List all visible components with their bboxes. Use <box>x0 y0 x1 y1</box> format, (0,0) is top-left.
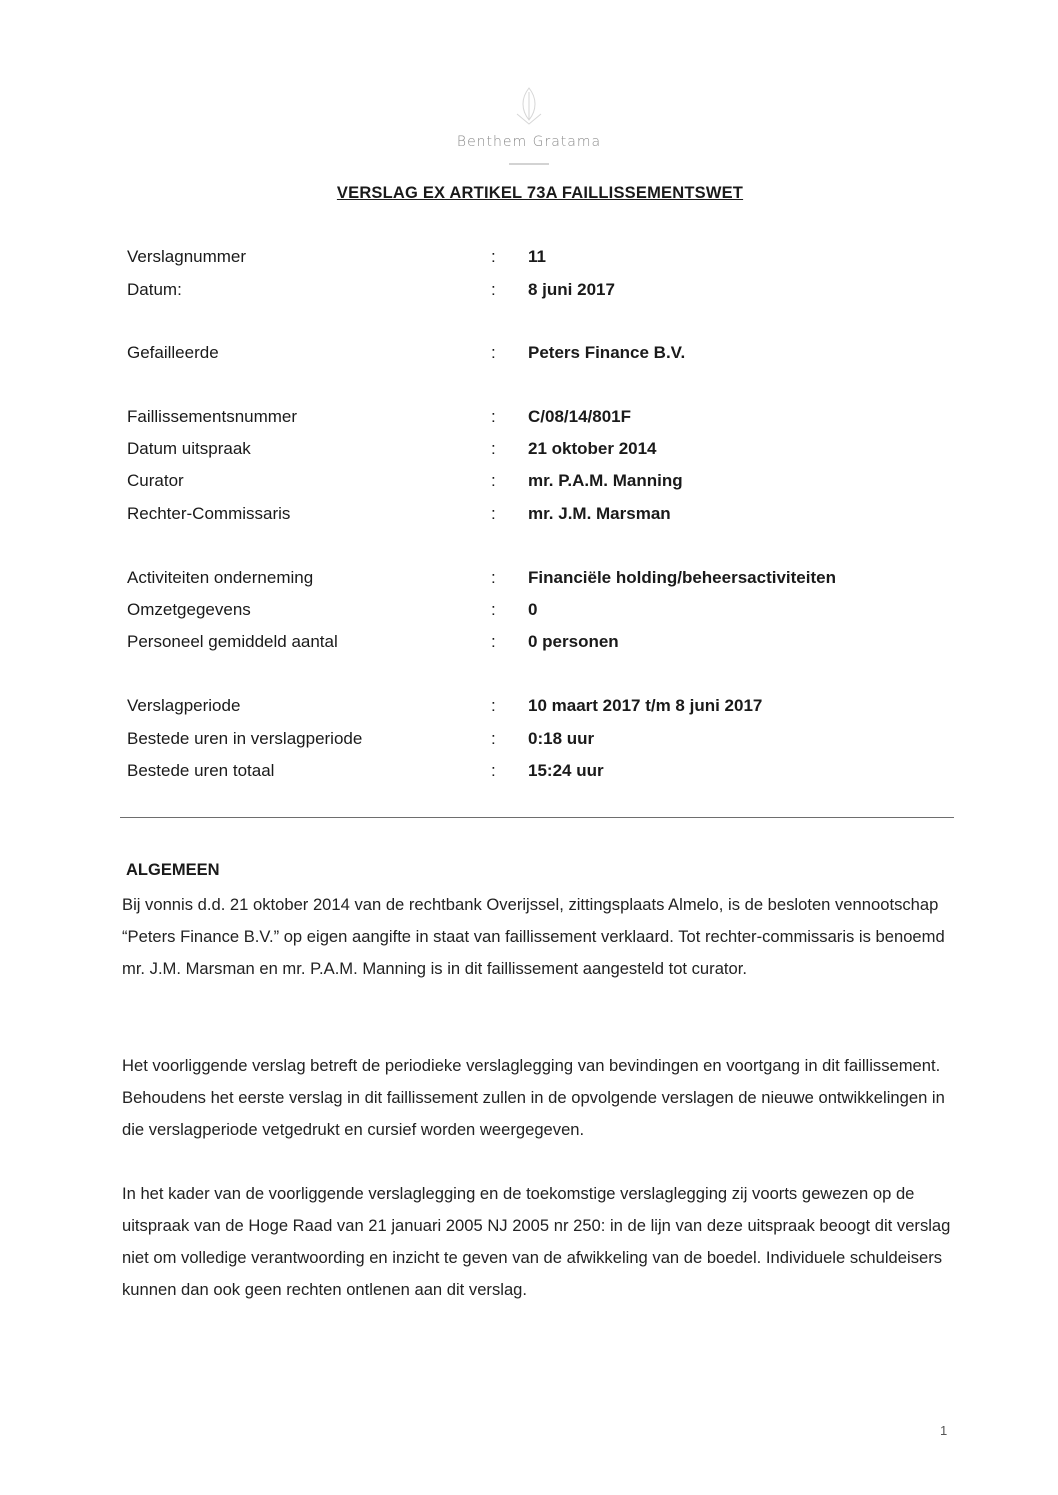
firm-name: Benthem Gratama <box>456 134 602 150</box>
letterhead-logo <box>0 84 1058 155</box>
paragraph-text: Bij vonnis d.d. 21 oktober 2014 van de rechtbank Overijssel, zittingsplaats Almelo, is de besloten vennootschap “Peters Finance B.V.” op eigen aangifte in staat van faillissement verklaard. Tot rechter-commissaris is benoemd mr. J.M. Marsman en mr. P.A.M. Manning is in dit faillissement aangesteld tot curator. <box>122 895 945 978</box>
field-label: Verslagperiode <box>127 696 241 715</box>
field-separator: : <box>491 729 496 748</box>
field-value: 15:24 uur <box>528 761 604 780</box>
field-uren-verslagperiode <box>0 729 1058 753</box>
field-value: 21 oktober 2014 <box>528 439 657 458</box>
field-activiteiten <box>0 568 1058 592</box>
paragraph-2 <box>122 1050 952 1146</box>
field-value: 8 juni 2017 <box>528 280 615 299</box>
paragraph-text: Het voorliggende verslag betreft de periodieke verslaglegging van bevindingen en voortgang in dit faillissement. Behoudens het eerste verslag in dit faillissement zullen in de opvolgende verslagen de nieuwe ontwikkelingen in die verslagperiode vetgedrukt en cursief worden weergegeven. <box>122 1056 945 1139</box>
field-value: 0 personen <box>528 632 619 651</box>
field-label: Verslagnummer <box>127 247 247 266</box>
field-separator: : <box>491 280 496 299</box>
section-heading: ALGEMEEN <box>126 861 220 879</box>
field-separator: : <box>491 504 496 523</box>
field-curator <box>0 471 1058 495</box>
field-separator: : <box>491 343 496 362</box>
field-value: 0:18 uur <box>528 729 595 748</box>
field-label: Rechter-Commissaris <box>127 504 291 523</box>
field-label: Gefailleerde <box>127 343 219 362</box>
field-separator: : <box>491 761 496 780</box>
field-verslagnummer <box>0 247 1058 271</box>
field-value: Peters Finance B.V. <box>528 343 686 362</box>
field-separator: : <box>491 439 496 458</box>
field-separator: : <box>491 247 496 266</box>
field-datum-uitspraak <box>0 439 1058 463</box>
field-uren-totaal <box>0 761 1058 785</box>
field-label: Bestede uren in verslagperiode <box>127 729 363 748</box>
field-separator: : <box>491 600 496 619</box>
paragraph-3 <box>122 1178 952 1306</box>
field-personeel <box>0 632 1058 656</box>
field-value: 11 <box>528 247 546 266</box>
field-value: C/08/14/801F <box>528 407 632 426</box>
field-value: mr. P.A.M. Manning <box>528 471 683 490</box>
field-label: Datum uitspraak <box>127 439 251 458</box>
paragraph-text: In het kader van de voorliggende verslaglegging en de toekomstige verslaglegging zij voorts gewezen op de uitspraak van de Hoge Raad van 21 januari 2005 NJ 2005 nr 250: in de lijn van deze uitspraak beoogt dit verslag niet om volledige verantwoording en inzicht te geven van de afwikkeling van de boedel. Individuele schuldeisers kunnen dan ook geen rechten ontlenen aan dit verslag. <box>122 1184 951 1299</box>
field-value: 0 <box>528 600 538 619</box>
field-separator: : <box>491 632 496 651</box>
field-label: Activiteiten onderneming <box>127 568 314 587</box>
field-separator: : <box>491 568 496 587</box>
paragraph-1 <box>122 889 952 985</box>
field-datum <box>0 280 1058 304</box>
field-separator: : <box>491 407 496 426</box>
field-label: Omzetgegevens <box>127 600 251 619</box>
field-value: mr. J.M. Marsman <box>528 504 671 523</box>
field-separator: : <box>491 471 496 490</box>
field-label: Datum: <box>127 280 182 299</box>
field-value: 10 maart 2017 t/m 8 juni 2017 <box>528 696 763 715</box>
document-title: VERSLAG EX ARTIKEL 73A FAILLISSEMENTSWET <box>336 184 744 202</box>
firm-subline <box>0 152 1058 155</box>
field-label: Bestede uren totaal <box>127 761 275 780</box>
page-number: 1 <box>940 1423 948 1438</box>
field-label: Personeel gemiddeld aantal <box>127 632 338 651</box>
field-omzetgegevens <box>0 600 1058 624</box>
firm-logo-icon <box>499 84 559 128</box>
field-label: Faillissementsnummer <box>127 407 298 426</box>
field-gefailleerde <box>0 343 1058 367</box>
field-label: Curator <box>127 471 184 490</box>
field-separator: : <box>491 696 496 715</box>
field-value: Financiële holding/beheersactiviteiten <box>528 568 836 587</box>
horizontal-divider <box>120 817 954 818</box>
field-faillissementsnummer <box>0 407 1058 431</box>
field-rechter-commissaris <box>0 504 1058 528</box>
field-verslagperiode <box>0 696 1058 720</box>
